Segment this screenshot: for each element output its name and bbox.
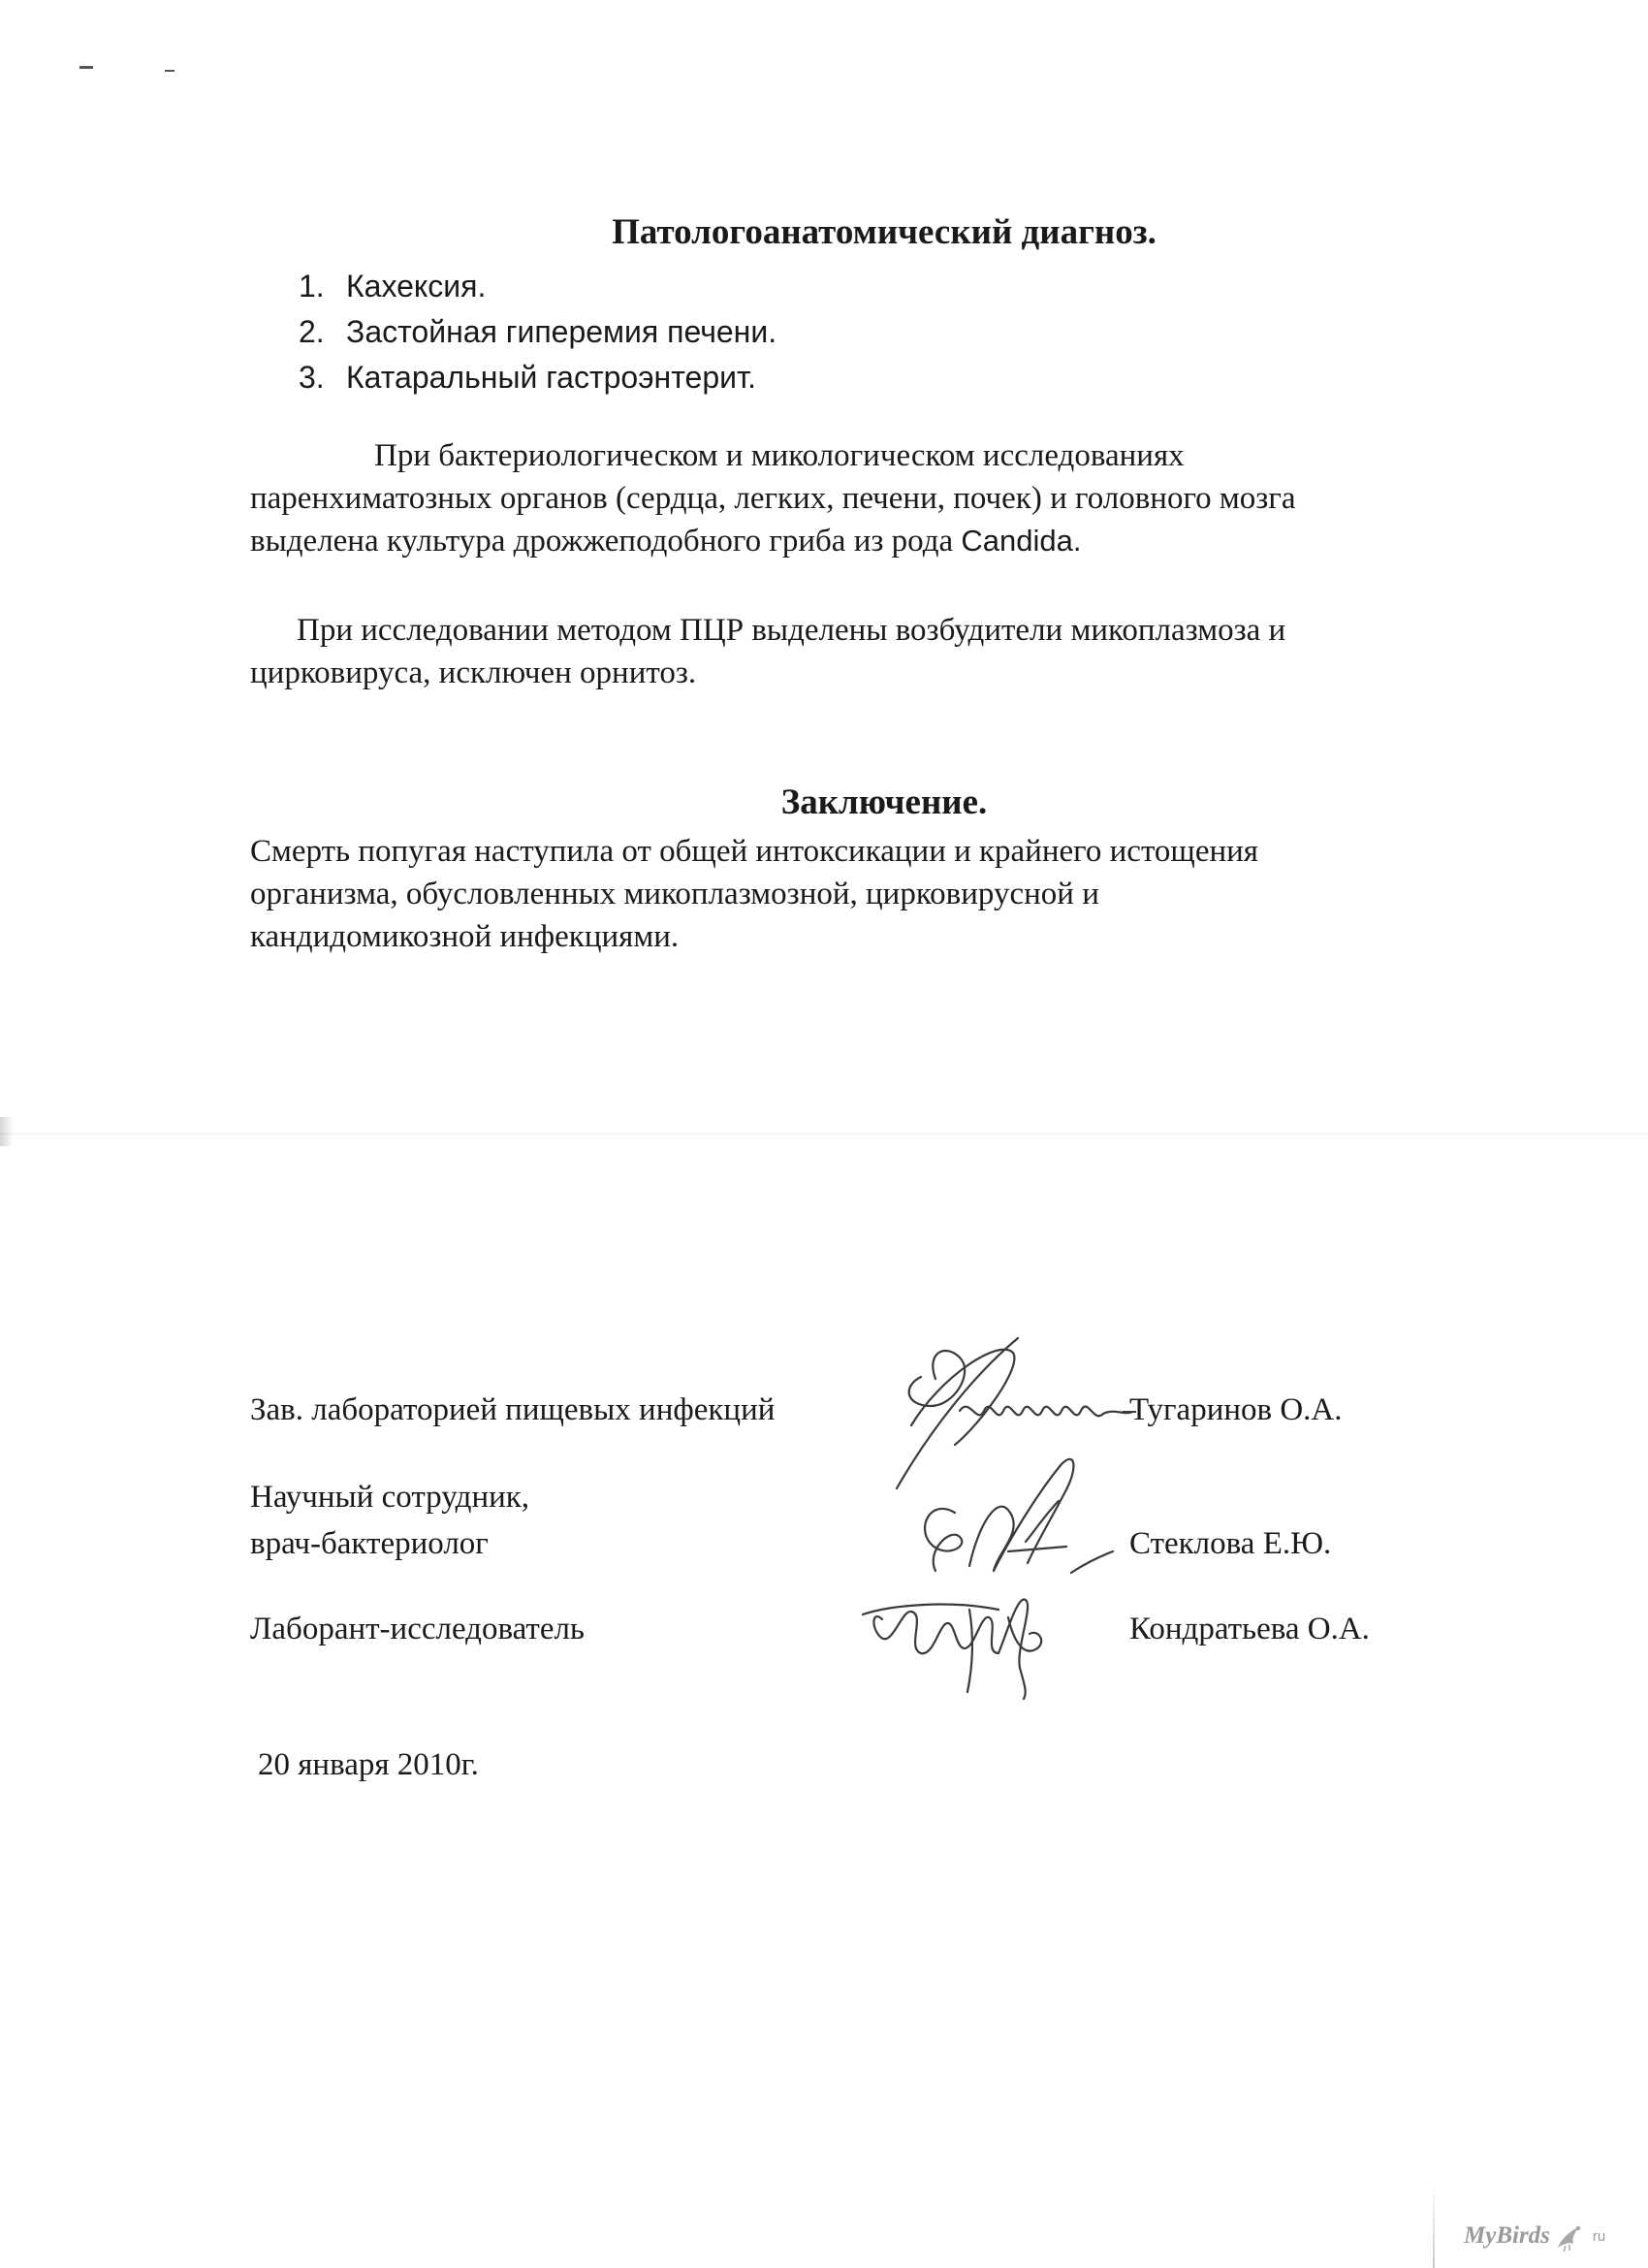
genus-name: Candida. [961,524,1082,558]
paragraph-text: выделена культура дрожжеподобного гриба из рода [250,524,962,559]
signatory-position: врач-бактериолог [250,1526,489,1561]
signature-tugarinov [897,1338,1132,1488]
scan-speck [165,70,174,72]
document-date: 20 января 2010г. [258,1747,479,1782]
signatory-position: Лаборант-исследователь [250,1612,585,1646]
page-fold-line [0,1133,1648,1135]
list-item [299,264,776,309]
list-item-text: Кахексия. [346,269,487,303]
paragraph-line: При исследовании методом ПЦР выделены возбудители микоплазмоза и [297,613,1286,648]
pcr-paragraph [250,609,1510,694]
list-item-number: 3. [299,360,325,395]
signatory-name: Кондратьева О.А. [1129,1612,1370,1646]
site-watermark [1464,2219,1605,2253]
list-item-text: Застойная гиперемия печени. [346,314,777,349]
scan-speck [79,66,93,69]
paragraph-line: При бактериологическом и микологическом исследованиях [374,438,1185,473]
bird-logo-icon [1552,2219,1587,2253]
scan-edge-mark [0,1117,14,1146]
conclusion-paragraph [250,830,1510,958]
paragraph-line: Смерть попугая наступила от общей интоксикации и крайнего истощения [250,834,1258,869]
research-paragraph [250,434,1510,562]
signatory-position: Зав. лабораторией пищевых инфекций [250,1392,776,1427]
list-item-number: 1. [299,269,325,303]
diagnosis-title: Патологоанатомический диагноз. [612,212,1157,252]
list-item [299,355,776,400]
list-item-number: 2. [299,314,325,349]
list-item [299,309,776,355]
signature-steklova [925,1459,1113,1573]
paragraph-line [250,520,1510,562]
watermark-tld: ru [1592,2227,1606,2245]
signature-kondratieva [863,1600,1041,1699]
paragraph-line: паренхиматозных органов (сердца, легких, печени, почек) и головного мозга [250,481,1296,516]
signatory-name: Тугаринов О.А. [1129,1392,1343,1427]
signatory-position: Научный сотрудник, [250,1480,530,1515]
scan-edge-line [1433,2182,1435,2268]
conclusion-title: Заключение. [780,783,988,822]
paragraph-line: кандидомикозной инфекциями. [250,919,680,954]
diagnosis-list [299,264,776,400]
paragraph-line: цирковируса, исключен орнитоз. [250,655,697,690]
signatory-name: Стеклова Е.Ю. [1129,1526,1332,1561]
paragraph-line: организма, обусловленных микоплазмозной, цирковирусной и [250,877,1099,911]
list-item-text: Катаральный гастроэнтерит. [346,360,756,395]
watermark-name: MyBirds [1464,2222,1550,2249]
